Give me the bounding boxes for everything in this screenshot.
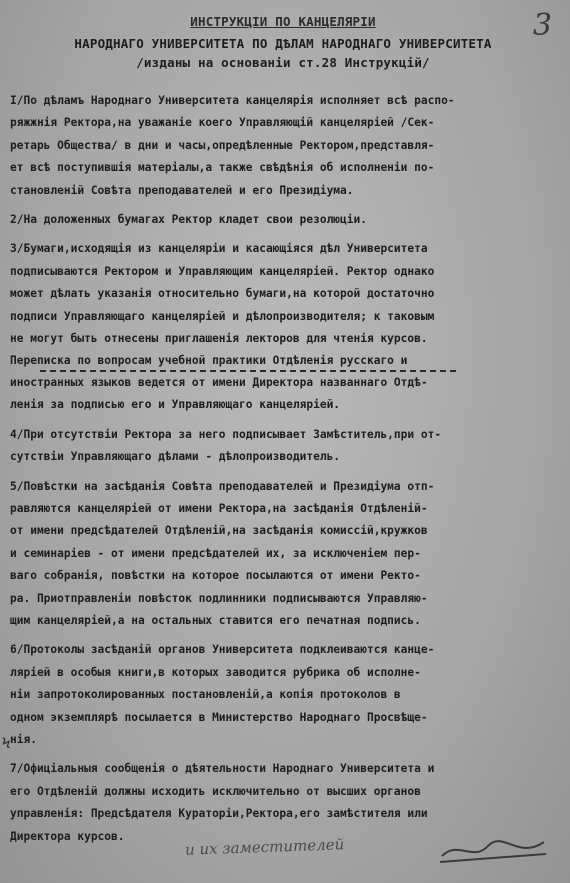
document-body [10, 90, 556, 848]
text-line: ваго собранія, повѣстки на которое посылаются от имени Ректо- [10, 569, 421, 583]
text-line: щим канцеляріей,а на остальных ставится его печатная подпись. [10, 613, 421, 627]
text-line: ретарь Общества/ в дни и часы,опредѣленные Ректором,представля- [10, 138, 435, 152]
handwritten-note: и их заместителей [184, 835, 345, 859]
paragraph-6 [10, 639, 556, 751]
text-line: 6/Протоколы засѣданій органов Университета подклеиваются канце- [10, 643, 435, 657]
text-line: ленія за подписью его и Управляющаго канцеляріей. [10, 398, 341, 412]
text-line: ряжжнія Ректора,на уважаніе коего Управляющій канцеляріей /Сек- [10, 116, 435, 130]
text-line: равляются канцеляріей от имени Ректора,на засѣданія Отдѣленій- [10, 501, 428, 515]
text-line: нія. [10, 732, 37, 746]
text-line: может дѣлать указанія относительно бумаги,на которой достаточно [10, 287, 435, 301]
text-line: подписи Управляющаго канцеляріей и дѣлопроизводителя; к таковым [10, 309, 435, 323]
paragraph-4 [10, 424, 556, 469]
document-source-note: /изданы на основаніи ст.28 Инструкцій/ [136, 55, 430, 70]
text-line: Переписка по вопросам учебной практики Отдѣленія русскаго и [10, 354, 408, 368]
text-line: I/По дѣламъ Народнаго Университета канцелярія исполняет всѣ распо- [10, 94, 455, 107]
text-line: подписываются Ректором и Управляющим канцеляріей. Ректор однако [10, 264, 435, 278]
strikeout-scribble [438, 832, 548, 868]
paragraph-2 [10, 209, 556, 231]
text-line: 5/Повѣстки на засѣданія Совѣта преподавателей и Президіума отп- [10, 479, 435, 493]
text-line: не могут быть отнесены приглашенія лекторов для чтенія курсов. [10, 332, 428, 346]
text-line: сутствіи Управляющаго дѣлами - дѣлопроизводитель. [10, 450, 341, 464]
document-subtitle: НАРОДНАГО УНИВЕРСИТЕТА ПО ДѢЛАМ НАРОДНАГО УНИВЕРСИТЕТА [74, 36, 492, 51]
text-line: ніи запротоколированных постановленій,а копія протоколов в [10, 688, 401, 702]
text-line: иностранных языков ведется от имени Директора названнаго Отдѣ- [10, 375, 428, 389]
text-line: одном экземплярѣ посылается в Министерство Народнаго Просвѣще- [10, 710, 428, 724]
paragraph-3 [10, 238, 556, 416]
paragraph-1 [10, 90, 556, 202]
margin-mark: Ϟ [2, 736, 11, 752]
text-line: его Отдѣленій должны исходить исключительно от высших органов [10, 784, 421, 798]
paragraph-5 [10, 476, 556, 633]
text-line: ляріей в особыя книги,в которых заводится рубрика об исполне- [10, 665, 421, 679]
page-number: 3 [532, 8, 552, 43]
text-line: ра. Приотправленіи повѣсток подлинники подписываются Управляю- [10, 591, 428, 605]
text-line: Директора курсов. [10, 829, 125, 843]
text-line: управленія: Предсѣдателя Кураторіи,Ректора,его замѣстителя или [10, 807, 428, 821]
text-line: и семинаріев - от имени предсѣдателей их, за исключеніем пер- [10, 546, 421, 560]
text-line: 2/На доложенных бумагах Ректор кладет свои резолюціи. [10, 213, 367, 227]
text-line: 3/Бумаги,исходящія из канцеляріи и касающіяся дѣл Университета [10, 242, 428, 256]
text-line: становленій Совѣта преподавателей и его Президіума. [10, 183, 354, 197]
text-line: 7/Офиціальныя сообщенія о дѣятельности Народнаго Университета и [10, 762, 435, 776]
text-line: 4/При отсутствіи Ректора за него подписывает Замѣститель,при от- [10, 427, 442, 441]
document-header [10, 12, 556, 72]
document-title: ИНСТРУКЦІИ ПО КАНЦЕЛЯРІИ [190, 14, 376, 29]
text-line: ет всѣ поступившія матеріалы,а также свѣдѣнія об исполненіи по- [10, 161, 435, 175]
text-line: от имени предсѣдателей Отдѣленій,на засѣданія комиссій,кружков [10, 524, 428, 538]
